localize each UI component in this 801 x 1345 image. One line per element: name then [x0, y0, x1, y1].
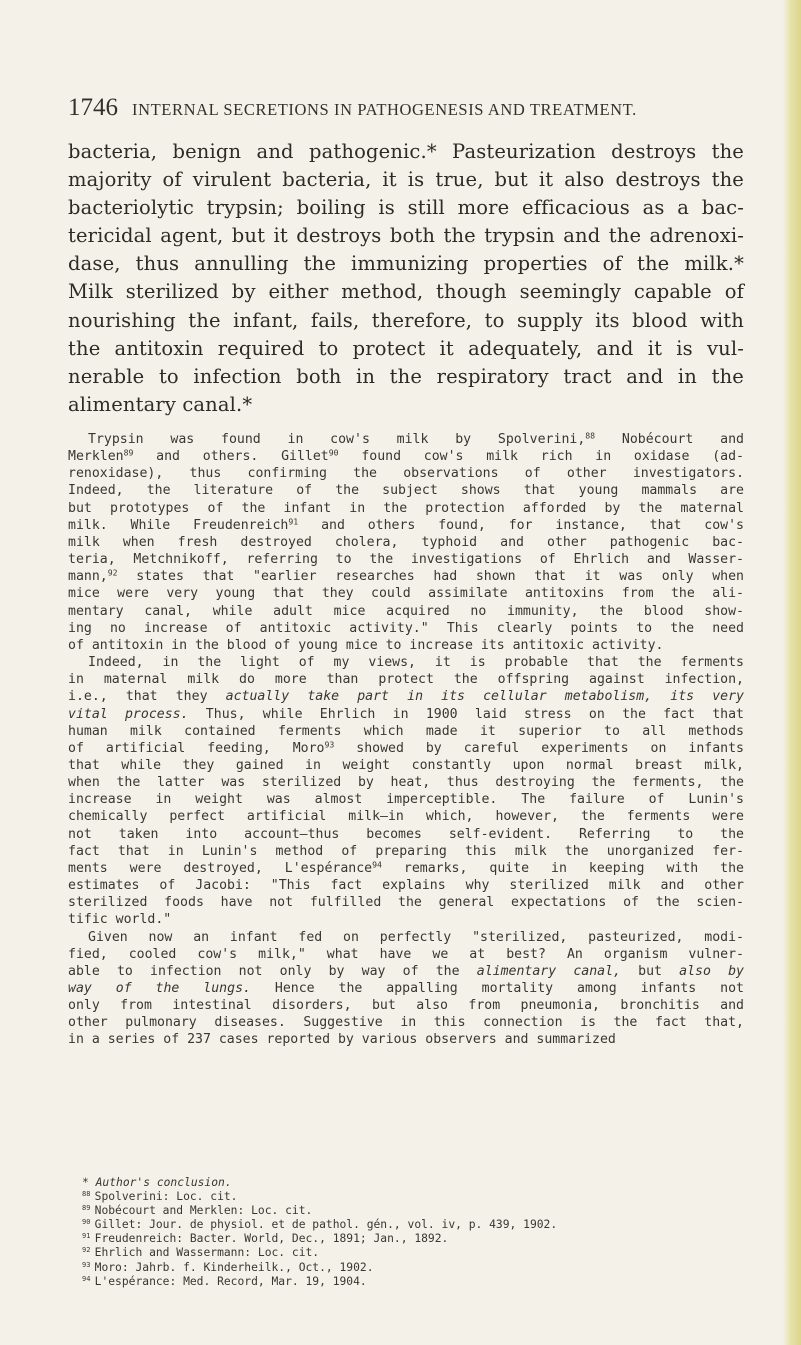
small-line: renoxidase), thus confirming the observations of other investigators. — [68, 466, 744, 482]
body-line: nourishing the infant, fails, therefore, to supply its blood with — [68, 308, 744, 332]
small-line: of antitoxin in the blood of young mice to increase its antitoxic activity. — [68, 637, 664, 653]
body-line: dase, thus annulling the immunizing properties of the milk.* — [68, 252, 744, 276]
small-line — [68, 963, 744, 980]
small-line — [68, 860, 744, 877]
body-line: Milk sterilized by either method, though seemingly capable of — [68, 280, 744, 304]
small-line — [68, 980, 744, 997]
text-run: and others found, for instance, that cow's — [298, 517, 744, 533]
footnote-mark: 89 — [82, 1204, 95, 1213]
small-line: increase in weight was almost imperceptible. The failure of Lunin's — [68, 792, 744, 808]
small-line: mice were very young that they could assimilate antitoxins from the ali- — [68, 586, 744, 602]
small-line: estimates of Jacobi: "This fact explains why sterilized milk and other — [68, 878, 744, 894]
text-run: found cow's milk rich in oxidase (ad- — [338, 449, 745, 465]
footnote — [82, 1232, 722, 1246]
italic-run: alimentary canal, — [476, 963, 621, 979]
footnote-text: L'espérance: Med. Record, Mar. 19, 1904. — [94, 1274, 367, 1288]
main-paragraph — [68, 138, 744, 419]
text-run: remarks, quite in keeping with the — [381, 860, 744, 876]
small-line: Indeed, in the light of my views, it is probable that the ferments — [88, 655, 744, 671]
small-line — [68, 448, 744, 465]
text-run: showed by careful experiments on infants — [334, 740, 744, 756]
small-line: in a series of 237 cases reported by various observers and summarized — [68, 1032, 616, 1048]
small-line: teria, Metchnikoff, referring to the investigations of Ehrlich and Wasser- — [68, 552, 744, 568]
footnote-mark: 94 — [82, 1274, 95, 1283]
body-line: majority of virulent bacteria, it is true, but it also destroys the — [68, 168, 744, 192]
footnote-text: Freudenreich: Bacter. World, Dec., 1891; Jan., 1892. — [94, 1232, 449, 1246]
small-line: mentary canal, while adult mice acquired no immunity, the blood show- — [68, 603, 744, 619]
text-run: Thus, while Ehrlich in 1900 laid stress on the fact that — [188, 706, 744, 722]
small-line: chemically perfect artificial milk—in which, however, the ferments were — [68, 809, 744, 825]
footnote-ref: 88 — [585, 430, 596, 441]
footnote — [82, 1204, 722, 1218]
footnote-text: Nobécourt and Merklen: Loc. cit. — [94, 1204, 313, 1218]
footnote-text: Gillet: Jour. de physiol. et de pathol. gén., vol. iv, p. 439, 1902. — [94, 1218, 558, 1232]
small-line: but prototypes of the infant in the protection afforded by the maternal — [68, 500, 744, 516]
page-edge-discoloration — [783, 0, 801, 1345]
footnote — [82, 1261, 722, 1275]
small-line: fact that in Lunin's method of preparing this milk the unorganized fer- — [68, 843, 744, 859]
small-line: other pulmonary diseases. Suggestive in this connection is the fact that, — [68, 1015, 744, 1031]
footnote — [82, 1176, 722, 1190]
italic-run: vital process. — [68, 706, 189, 722]
small-line: ing no increase of antitoxic activity." This clearly points to the need — [68, 620, 744, 636]
text-run: Merklen — [68, 449, 124, 465]
text-run: mann, — [68, 569, 108, 585]
text-run: ments were destroyed, L'espérance — [68, 860, 373, 876]
small-line: not taken into account—thus becomes self-evident. Referring to the — [68, 826, 744, 842]
small-line: in maternal milk do more than protect the offspring against infection, — [68, 672, 744, 688]
small-line: that while they gained in weight constantly upon normal breast milk, — [68, 757, 744, 773]
footnote-mark: 93 — [82, 1260, 95, 1269]
small-line: only from intestinal disorders, but also from pneumonia, bronchitis and — [68, 998, 744, 1014]
footnote-text: Spolverini: Loc. cit. — [94, 1190, 238, 1204]
footnote-mark: 88 — [82, 1190, 95, 1199]
text-run: Nobécourt and — [595, 432, 744, 447]
body-line: alimentary canal.* — [68, 392, 253, 416]
body-line: the antitoxin required to protect it adequately, and it is vul- — [68, 336, 744, 360]
small-line: Indeed, the literature of the subject shows that young mammals are — [68, 483, 744, 499]
small-line: Given now an infant fed on perfectly "sterilized, pasteurized, modi- — [88, 929, 744, 945]
footnote-ref: 92 — [107, 567, 118, 578]
small-line — [68, 517, 744, 534]
small-line — [68, 568, 744, 585]
italic-run: also by — [679, 963, 744, 979]
text-run: Hence the appalling mortality among infants not — [250, 981, 744, 996]
text-run: states that "earlier researches had shown that it was only when — [117, 569, 744, 585]
footnote-mark: 91 — [82, 1232, 95, 1241]
small-line: tific world." — [68, 912, 172, 928]
text-run: and others. Gillet — [133, 449, 329, 465]
text-run: of artificial feeding, Moro — [68, 740, 325, 756]
text-run: milk. While Freudenreich — [68, 517, 289, 533]
italic-run: way of the lungs. — [68, 981, 251, 996]
small-line: sterilized foods have not fulfilled the general expectations of the scien- — [68, 895, 744, 911]
footnotes — [82, 1176, 722, 1289]
footnote — [82, 1190, 722, 1204]
small-line — [68, 431, 744, 448]
small-print-section — [68, 431, 744, 1049]
footnote-ref: 94 — [372, 859, 382, 870]
small-line: when the latter was sterilized by heat, thus destroying the ferments, the — [68, 775, 744, 791]
small-line — [68, 706, 744, 723]
footnote-ref: 93 — [324, 739, 335, 750]
italic-run: actually take part in its cellular metabolism, its very — [225, 689, 744, 705]
running-header — [68, 94, 744, 122]
footnote-ref: 91 — [288, 516, 299, 527]
text-run: Trypsin was found in cow's milk by Spolverini, — [88, 432, 586, 447]
small-line — [68, 688, 744, 705]
footnote-text: Ehrlich and Wassermann: Loc. cit. — [94, 1246, 320, 1260]
running-title: INTERNAL SECRETIONS IN PATHOGENESIS AND TREATMENT. — [132, 100, 637, 119]
small-line: milk when fresh destroyed cholera, typhoid and other pathogenic bac- — [68, 534, 744, 550]
footnote-ref: 90 — [328, 447, 339, 458]
footnote-mark: * — [82, 1176, 96, 1189]
text-run: i.e., that they — [68, 689, 226, 705]
footnote — [82, 1275, 722, 1289]
text-run: able to infection not only by way of the — [68, 963, 477, 979]
small-line: human milk contained ferments which made it superior to all methods — [68, 723, 744, 739]
body-line: tericidal agent, but it destroys both the trypsin and the adrenoxi- — [68, 224, 744, 248]
small-line: fied, cooled cow's milk," what have we at best? An organism vulner- — [68, 946, 744, 962]
footnote-mark: 90 — [82, 1218, 95, 1227]
page-number: 1746 — [68, 94, 118, 121]
footnote-ref: 89 — [123, 447, 134, 458]
body-line: bacteriolytic trypsin; boiling is still more efficacious as a bac- — [68, 196, 744, 220]
text-run: but — [620, 963, 680, 979]
footnote-text: Moro: Jahrb. f. Kinderheilk., Oct., 1902. — [94, 1260, 374, 1274]
footnote — [82, 1246, 722, 1260]
footnote — [82, 1218, 722, 1232]
body-line: bacteria, benign and pathogenic.* Pasteurization destroys the — [68, 140, 744, 163]
footnote-text: Author's conclusion. — [95, 1176, 232, 1189]
small-line — [68, 740, 744, 757]
body-line: nerable to infection both in the respiratory tract and in the — [68, 364, 744, 388]
footnote-mark: 92 — [82, 1246, 95, 1255]
